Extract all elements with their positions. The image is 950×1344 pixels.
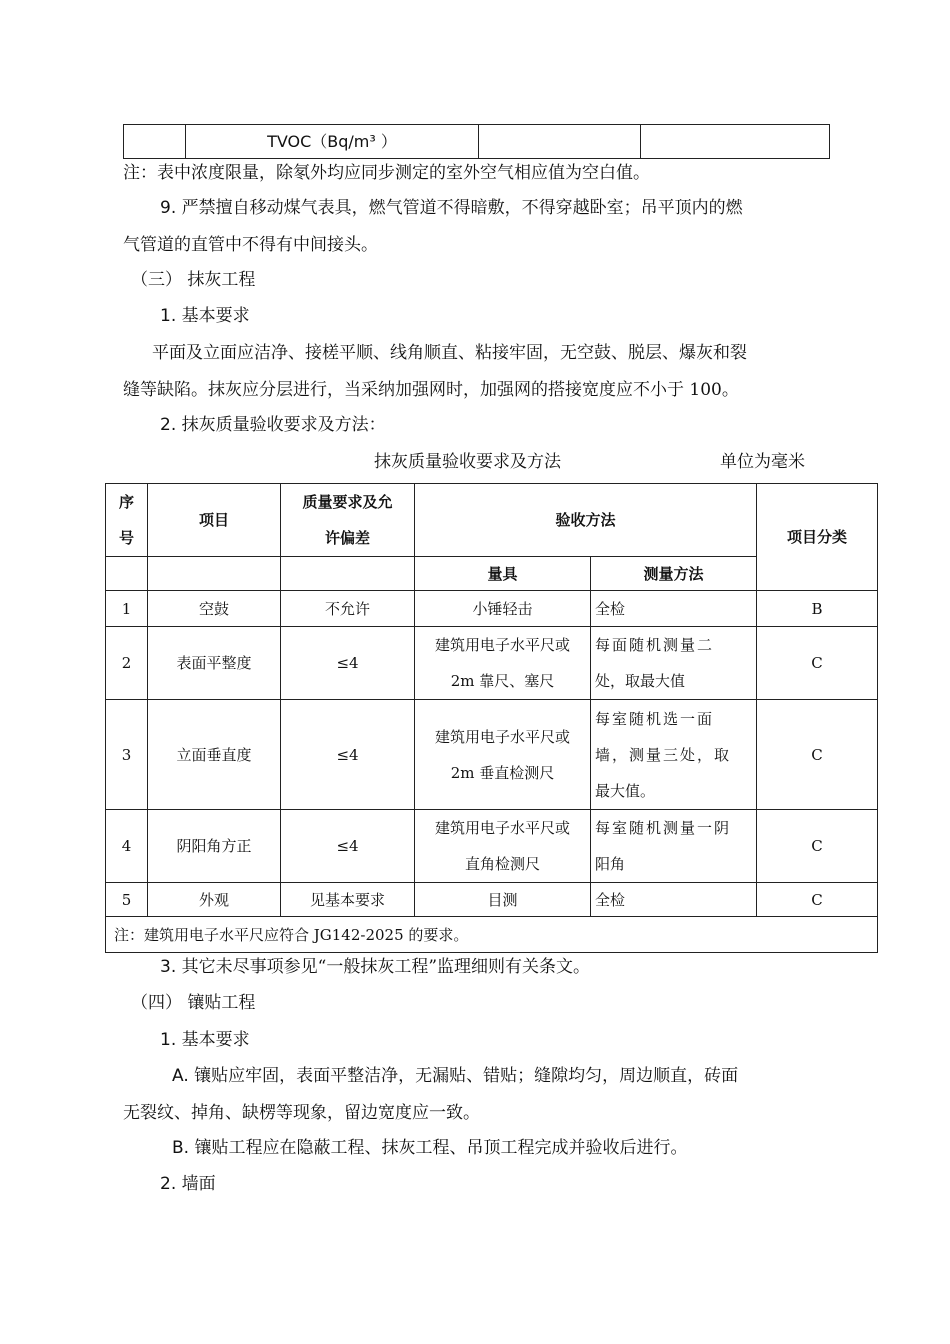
table-caption-title: 抹灰质量验收要求及方法 (374, 452, 561, 472)
header-method: 验收方法 (415, 484, 757, 557)
row-req: ≤4 (281, 627, 415, 700)
top-table-cell (124, 125, 186, 159)
row-tool: 建筑用电子水平尺或 直角检测尺 (415, 810, 591, 883)
item9-text1: 严禁擅自移动煤气表具，燃气管道不得暗敷，不得穿越卧室；吊平顶内的燃 (181, 198, 743, 218)
row-cat: C (757, 700, 878, 810)
top-table (123, 124, 830, 159)
row-item: 表面平整度 (148, 627, 281, 700)
item9-num: 9. (160, 198, 177, 218)
header-empty (148, 557, 281, 591)
s3-item2-text: 抹灰质量验收要求及方法： (181, 415, 386, 435)
s4-req-num: 1. (160, 1030, 177, 1050)
row-tool: 建筑用电子水平尺或 2m 垂直检测尺 (415, 700, 591, 810)
item9-line1 (160, 198, 743, 218)
s4-a-line2: 无裂纹、掉角、缺楞等现象，留边宽度应一致。 (123, 1103, 480, 1123)
s3-req-num: 1. (160, 306, 177, 326)
row-no: 1 (106, 591, 148, 627)
s4-item2-text: 墙面 (181, 1174, 216, 1194)
s4-a-text1: 镶贴应牢固，表面平整洁净，无漏贴、错贴；缝隙均匀，周边顺直，砖面 (194, 1066, 739, 1086)
row-cat: B (757, 591, 878, 627)
row-cat: C (757, 627, 878, 700)
table-row (106, 627, 878, 700)
row-req: 见基本要求 (281, 883, 415, 917)
s4-item2-num: 2. (160, 1174, 177, 1194)
table-row (106, 883, 878, 917)
s4-item2 (160, 1174, 216, 1194)
row-item: 阴阳角方正 (148, 810, 281, 883)
s4-req (160, 1030, 250, 1050)
row-tool: 小锤轻击 (415, 591, 591, 627)
s4-b-label: B. (172, 1138, 190, 1158)
table-row (106, 810, 878, 883)
s4-req-text: 基本要求 (181, 1030, 250, 1050)
top-table-cell-tvoc: TVOC（Bq/m³ ） (186, 125, 479, 159)
item9-line2: 气管道的直管中不得有中间接头。 (123, 235, 378, 255)
section3-title: （三） 抹灰工程 (131, 270, 256, 290)
s3-req (160, 306, 250, 326)
s3-item3-num: 3. (160, 957, 177, 977)
row-tool: 目测 (415, 883, 591, 917)
row-req: ≤4 (281, 700, 415, 810)
row-cat: C (757, 883, 878, 917)
row-no: 2 (106, 627, 148, 700)
row-no: 5 (106, 883, 148, 917)
row-method: 每室随机测量一阴 阳角 (591, 810, 757, 883)
row-no: 3 (106, 700, 148, 810)
table-row (106, 700, 878, 810)
header-tool: 量具 (415, 557, 591, 591)
row-item: 外观 (148, 883, 281, 917)
header-measure: 测量方法 (591, 557, 757, 591)
s4-a-label: A. (172, 1066, 189, 1086)
s3-req-text: 基本要求 (181, 306, 250, 326)
row-req: 不允许 (281, 591, 415, 627)
section4-title: （四） 镶贴工程 (131, 993, 256, 1013)
row-item: 立面垂直度 (148, 700, 281, 810)
header-category: 项目分类 (757, 484, 878, 591)
header-empty (281, 557, 415, 591)
plaster-acceptance-table (105, 483, 878, 953)
row-item: 空鼓 (148, 591, 281, 627)
note-top: 注：表中浓度限量，除氡外均应同步测定的室外空气相应值为空白值。 (123, 163, 650, 183)
s4-b-text: 镶贴工程应在隐蔽工程、抹灰工程、吊顶工程完成并验收后进行。 (194, 1138, 688, 1158)
header-empty (106, 557, 148, 591)
header-quality: 质量要求及允 许偏差 (281, 484, 415, 557)
s3-para-line1: 平面及立面应洁净、接槎平顺、线角顺直、粘接牢固，无空鼓、脱层、爆灰和裂 (152, 343, 747, 363)
row-no: 4 (106, 810, 148, 883)
s3-item2 (160, 415, 386, 435)
row-method: 每面随机测量二 处，取最大值 (591, 627, 757, 700)
s4-a-line1 (172, 1066, 738, 1086)
row-method: 全检 (591, 883, 757, 917)
s3-item3 (160, 957, 590, 977)
table-caption-unit: 单位为毫米 (720, 452, 805, 472)
header-item: 项目 (148, 484, 281, 557)
top-table-cell (641, 125, 830, 159)
row-tool: 建筑用电子水平尺或 2m 靠尺、塞尺 (415, 627, 591, 700)
row-method: 每室随机选一面 墙，测量三处，取 最大值。 (591, 700, 757, 810)
row-req: ≤4 (281, 810, 415, 883)
top-table-cell (479, 125, 641, 159)
s3-para-line2: 缝等缺陷。抹灰应分层进行，当采纳加强网时，加强网的搭接宽度应不小于 100。 (123, 380, 739, 400)
s3-item3-text: 其它未尽事项参见“一般抹灰工程”监理细则有关条文。 (181, 957, 591, 977)
header-seq: 序 号 (106, 484, 148, 557)
s3-item2-num: 2. (160, 415, 177, 435)
table-note: 注：建筑用电子水平尺应符合 JG142-2025 的要求。 (106, 917, 878, 953)
row-cat: C (757, 810, 878, 883)
s4-b (172, 1138, 687, 1158)
row-method: 全检 (591, 591, 757, 627)
table-row (106, 591, 878, 627)
